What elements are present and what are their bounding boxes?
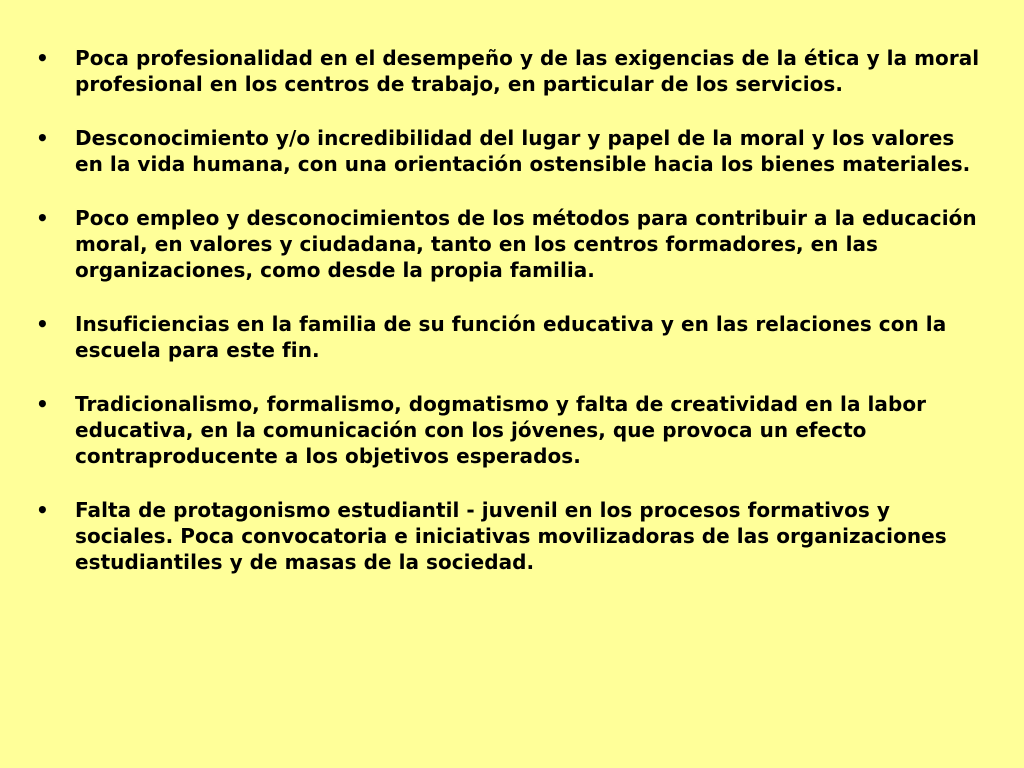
bullet-text-4: Insuficiencias en la familia de su función educativa y en las relaciones con la escuela para este fin.: [75, 312, 947, 362]
bullet-item-2: [36, 125, 986, 177]
bullet-text-1: Poca profesionalidad en el desempeño y de las exigencias de la ética y la moral profesional en los centros de trabajo, en particular de los servicios.: [75, 46, 980, 96]
bullet-text-2: Desconocimiento y/o incredibilidad del lugar y papel de la moral y los valores en la vida humana, con una orientación ostensible hacia los bienes materiales.: [75, 126, 971, 176]
bullet-marker: •: [36, 126, 49, 150]
bullet-item-4: [36, 311, 986, 363]
bullet-marker: •: [36, 46, 49, 70]
bullet-text-6: Falta de protagonismo estudiantil - juvenil en los procesos formativos y sociales. Poca convocatoria e iniciativas movilizadoras de las organizaciones estudiantiles y de masas de la sociedad.: [75, 498, 947, 574]
bullet-item-3: [36, 205, 986, 283]
bullet-list: [36, 45, 986, 603]
bullet-text-5: Tradicionalismo, formalismo, dogmatismo y falta de creatividad en la labor educativa, en la comunicación con los jóvenes, que provoca un efecto contraproducente a los objetivos esperados.: [75, 392, 927, 468]
bullet-text-3: Poco empleo y desconocimientos de los métodos para contribuir a la educación moral, en valores y ciudadana, tanto en los centros formadores, en las organizaciones, como desde la propia familia.: [75, 206, 977, 282]
bullet-marker: •: [36, 206, 49, 230]
bullet-marker: •: [36, 312, 49, 336]
bullet-marker: •: [36, 498, 49, 522]
bullet-item-6: [36, 497, 986, 575]
bullet-item-1: [36, 45, 986, 97]
bullet-marker: •: [36, 392, 49, 416]
bullet-item-5: [36, 391, 986, 469]
